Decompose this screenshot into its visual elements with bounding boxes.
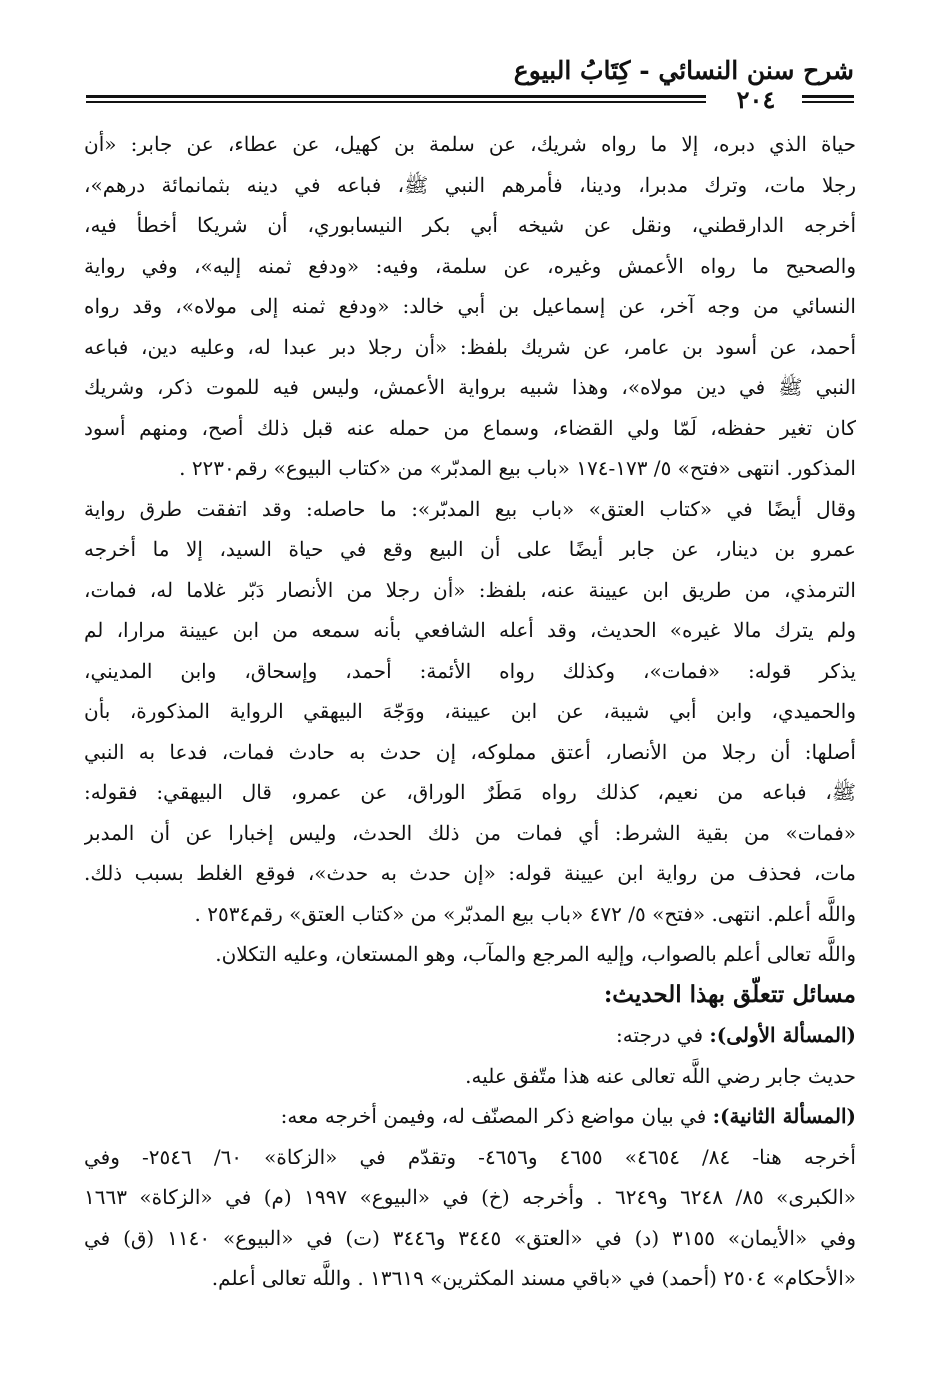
- text-line: النبي ﷺ في دين مولاه»، وهذا شبيه برواية الأعمش، وليس فيه للموت ذكر، وشريك: [84, 375, 856, 399]
- text-line: «فمات» من بقية الشرط: أي فمات من ذلك الحدث، وليس إخبارا عن أن المدبر: [84, 820, 856, 845]
- section-heading: مسائل تتعلّق بهذا الحديث:: [603, 980, 856, 1008]
- text-line: رجلا مات، وترك مدبرا، ودينا، فأمرهم النبي ﷺ، فباعه في دينه بثمانمائة درهم»،: [84, 172, 856, 197]
- text-line: حياة الذي دبره، إلا ما رواه شريك، عن سلمة بن كهيل، عن عطاء، عن جابر: «أن: [84, 132, 856, 156]
- text-line: أحمد، عن أسود بن عامر، عن شريك بلفظ: «أن رجلا دبر عبدا له، وعليه دين، فباعه: [84, 334, 856, 359]
- text-line: أصلها: أن رجلا من الأنصار، أعتق مملوكه، إن حدث به حادث فمات، فدعا به النبي: [84, 739, 856, 764]
- running-header-title: شرح سنن النسائي - كِتَابُ البيوع: [513, 56, 854, 85]
- issue-2-title: في بيان مواضع ذكر المصنّف له، وفيمن أخرجه معه:: [280, 1104, 713, 1128]
- text-line: النسائي من وجه آخر، عن إسماعيل بن أبي خالد: «ودفع ثمنه إلى مولاه»، وقد رواه: [84, 294, 856, 318]
- text-line: أخرجه الدارقطني، ونقل عن شيخه أبي بكر النيسابوري، أن شريكا أخطأ فيه،: [84, 213, 856, 237]
- text-line: أخرجه هنا- ٨٤/ ٤٦٥٤» ٤٦٥٥ و٤٦٥٦- وتقدّم في «الزكاة» ٦٠/ ٢٥٤٦- وفي: [84, 1144, 856, 1169]
- text-line: المذكور. انتهى «فتح» ٥/ ١٧٣-١٧٤ «باب بيع المدبّر» من «كتاب البيوع» رقم٢٢٣٠ .: [179, 456, 856, 480]
- header-rule: [86, 95, 706, 98]
- text-line: والحميدي، وابن أبي شيبة، عن ابن عيينة، ووَجّهَ البيهقي الرواية المذكورة، بأن: [84, 699, 856, 723]
- issue-1-body: حديث جابر رضي اللَّه تعالى عنه هذا متّفق عليه.: [465, 1063, 856, 1088]
- text-line: عمرو بن دينار، عن جابر أيضًا على أن البيع وقع في حياة السيد، إلا ما أخرجه: [84, 537, 856, 561]
- text-line: ﷺ، فباعه من نعيم، كذلك رواه مَطَرٌ الوراق، عن عمرو، قال البيهقي: فقوله:: [84, 780, 856, 804]
- issue-1-title: في درجته:: [616, 1023, 710, 1047]
- text-line: ولم يترك مالا غيره» الحديث، وقد أعله الشافعي بأنه سمعه من ابن عيينة مرارا، لم: [84, 618, 856, 642]
- issue-2-heading: [84, 1096, 856, 1137]
- header-rule-thin: [86, 101, 706, 103]
- text-line: الترمذي، من طريق ابن عيينة عنه، بلفظ: «أن رجلا من الأنصار دَبّر غلاما له، فمات،: [84, 577, 856, 602]
- issue-1-label: (المسألة الأولى):: [709, 1023, 856, 1047]
- text-line: كان تغير حفظه، لَمّا ولي القضاء، وسماع من حمله عنه قبل ذلك أصح، ومنهم أسود: [84, 415, 856, 440]
- text-line: «الأحكام» ٢٥٠٤ (أحمد) في «باقي مسند المكثرين» ١٣٦١٩ . واللَّه تعالى أعلم.: [211, 1266, 856, 1290]
- issue-1-heading: [84, 1015, 856, 1056]
- issue-2-body: [84, 1137, 856, 1299]
- text-line: وقال أيضًا في «كتاب العتق» «باب بيع المدبّر»: ما حاصله: وقد اتفقت طرق رواية: [84, 496, 856, 521]
- paragraph-fath-quote-1: [84, 124, 856, 489]
- closing-line: واللَّه تعالى أعلم بالصواب، وإليه المرجع والمآب، وهو المستعان، وعليه التكلان.: [215, 942, 856, 966]
- text-line: وفي «الأيمان» ٣١٥٥ (د) في «العتق» ٣٤٤٥ و٣٤٤٦ (ت) في «البيوع» ١١٤٠ (ق) في: [84, 1225, 856, 1250]
- text-line: واللَّه أعلم. انتهى. «فتح» ٥/ ٤٧٢ «باب بيع المدبّر» من «كتاب العتق» رقم٢٥٣٤ .: [194, 901, 856, 926]
- text-line: والصحيح ما رواه الأعمش وغيره، عن سلمة، وفيه: «ودفع ثمنه إليه»، وفي رواية: [84, 253, 856, 278]
- text-line: يذكر قوله: «فمات»، وكذلك رواه الأئمة: أحمد، وإسحاق، وابن المديني،: [84, 658, 856, 683]
- page-body: [84, 124, 856, 1299]
- paragraph-fath-quote-2: [84, 489, 856, 935]
- header-rule-short-thin: [802, 101, 854, 103]
- text-line: «الكبرى» ٨٥/ ٦٢٤٨ و٦٢٤٩ . وأخرجه (خ) في «البيوع» ١٩٩٧ (م) في «الزكاة» ١٦٦٣: [84, 1185, 856, 1209]
- header-rule-short: [802, 95, 854, 98]
- text-line: مات، فحذف من رواية ابن عيينة قوله: «إن حدث به حدث»، فوقع الغلط بسبب ذلك.: [84, 861, 856, 885]
- issue-2-label: (المسألة الثانية):: [712, 1104, 856, 1128]
- page-number: ٢٠٤: [736, 85, 776, 114]
